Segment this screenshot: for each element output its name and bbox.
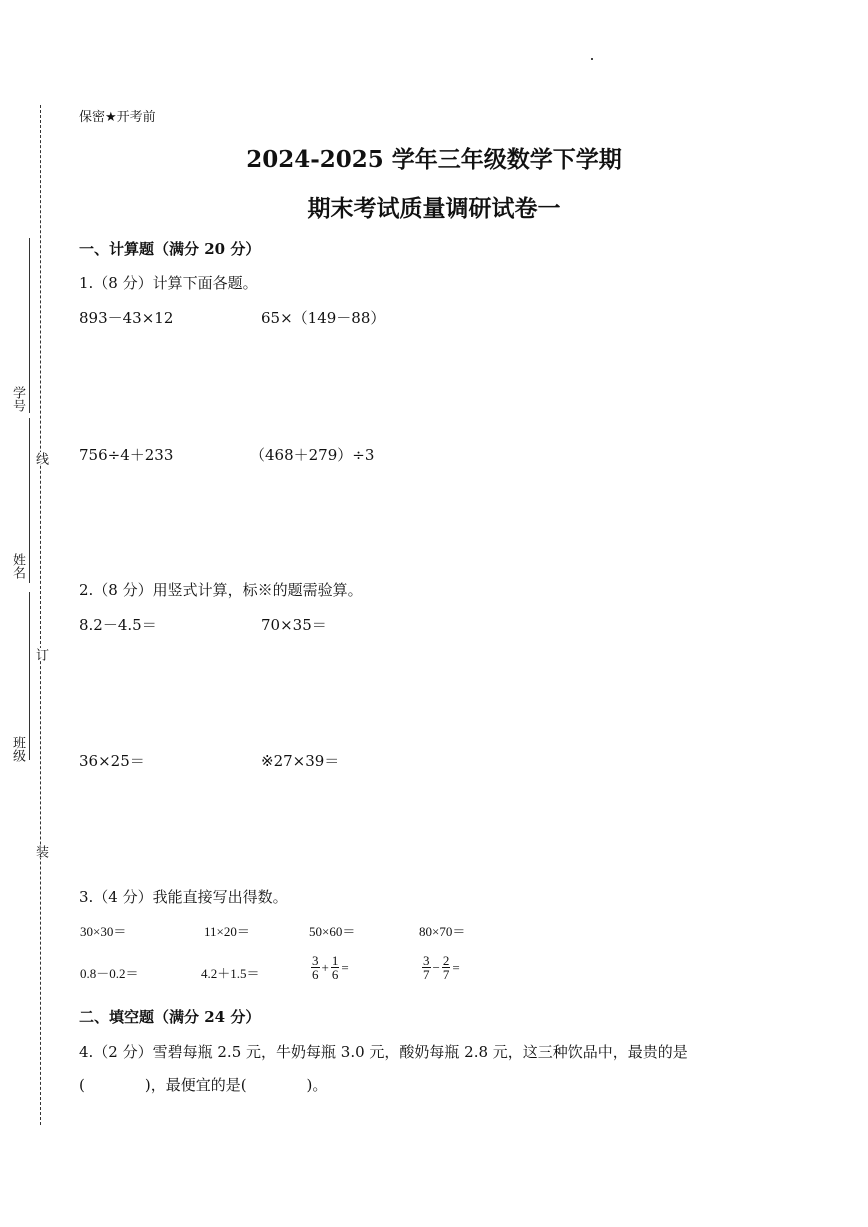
q3-oral-5: 0.8－0.2＝ <box>80 966 139 981</box>
q2-expr-1: 8.2－4.5＝ <box>79 616 157 634</box>
q2-stem: 2.（8 分）用竖式计算，标※的题需验算。 <box>79 581 363 599</box>
q3-oral-4: 80×70＝ <box>419 924 466 939</box>
q1-expr-2: 65×（149－88） <box>261 309 386 327</box>
fraction: $\frac{1}{6}$ <box>331 953 339 982</box>
q4-line1: 4.（2 分）雪碧每瓶 2.5 元，牛奶每瓶 3.0 元，酸奶每瓶 2.8 元，这三种饮品中，最贵的是 <box>79 1043 688 1061</box>
staple-mark: 订 <box>33 648 48 661</box>
q3-oral-6: 4.2＋1.5＝ <box>201 966 260 981</box>
name-label: 姓名 <box>10 553 25 579</box>
line-mark: 线 <box>33 452 48 465</box>
q3-oral-1: 30×30＝ <box>80 924 127 939</box>
q3-oral-2: 11×20＝ <box>204 924 250 939</box>
q2-expr-3: 36×25＝ <box>79 752 145 770</box>
student-id-underline <box>29 238 30 413</box>
q1-expr-3: 756÷4＋233 <box>79 446 174 464</box>
bind-mark: 装 <box>33 845 48 858</box>
q2-expr-4: ※27×39＝ <box>261 752 340 770</box>
fraction: $\frac{2}{7}$ <box>442 953 450 982</box>
q1-stem: 1.（8 分）计算下面各题。 <box>79 274 258 292</box>
scan-dot <box>591 58 593 60</box>
section2-heading: 二、填空题（满分 24 分） <box>79 1008 261 1026</box>
name-underline <box>29 418 30 583</box>
fraction: $\frac{3}{7}$ <box>423 953 430 982</box>
q2-expr-2: 70×35＝ <box>261 616 327 634</box>
q3-fraction-expr-2: $\frac{3}{7}$ − $\frac{2}{7}$ = <box>423 953 460 982</box>
section1-heading: 一、计算题（满分 20 分） <box>79 240 261 258</box>
student-id-label: 学号 <box>10 386 25 412</box>
q1-expr-4: （468＋279）÷3 <box>250 446 375 464</box>
confidential-label: 保密★开考前 <box>79 110 156 125</box>
exam-title-line1: 2024-2025 学年三年级数学下学期 <box>246 146 622 173</box>
q1-expr-1: 893－43×12 <box>79 309 174 327</box>
exam-title-line2: 期末考试质量调研试卷一 <box>307 195 561 222</box>
q4-line2: ( )，最便宜的是( )。 <box>79 1076 328 1094</box>
q3-oral-3: 50×60＝ <box>309 924 356 939</box>
binding-dashed-line <box>40 105 41 1125</box>
q3-stem: 3.（4 分）我能直接写出得数。 <box>79 888 288 906</box>
class-underline <box>29 592 30 760</box>
q3-fraction-expr-1: $\frac{3}{6}$ + $\frac{1}{6}$ = <box>312 953 349 982</box>
class-label: 班级 <box>10 736 25 762</box>
fraction: $\frac{3}{6}$ <box>312 953 319 982</box>
